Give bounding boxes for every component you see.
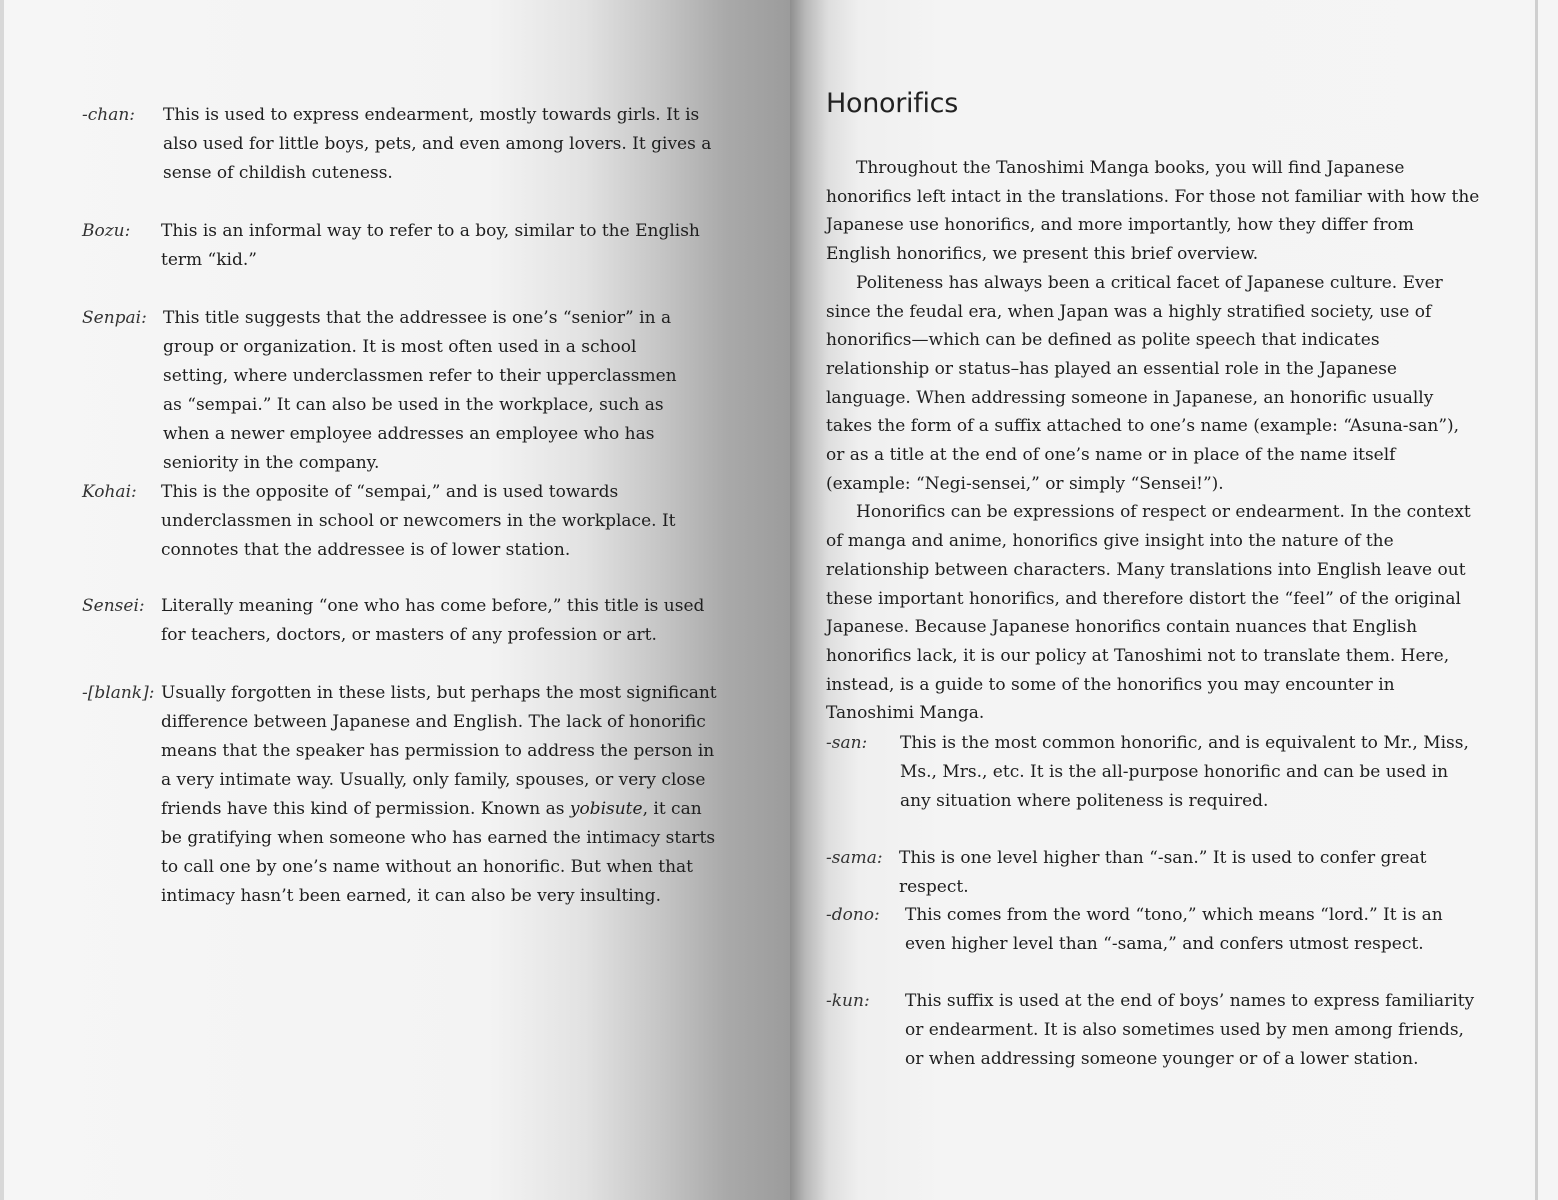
intro-paragraph: Politeness has always been a critical facet of Japanese culture. Ever since the feudal era, when Japan was a highly stratified society, use of honorifics—which can be defined as polite speech that indicates relationship or status–has played an essential role in the Japanese language. When addressing someone in Japanese, an honorific usually takes the form of a suffix attached to one’s name (example: “Asuna-san”), or as a title at the end of one’s name or in place of the name itself (example: “Negi-sensei,” or simply “Sensei!”).: [826, 272, 1460, 494]
entry-definition: [161, 679, 726, 911]
intro-paragraph: Honorifics can be expressions of respect or endearment. In the context of manga and anime, honorifics give insight into the nature of the relationship between characters. Many translations into English leave out these important honorifics, and therefore distort the “feel” of the original Japanese. Because Japanese honorifics contain nuances that English honorifics lack, it is our policy at Tanoshimi not to translate them. Here, instead, is a guide to some of the honorifics you may encounter in Tanoshimi Manga.: [826, 502, 1471, 724]
definition-text: Usually forgotten in these lists, but perhaps the most significant difference between Japanese and English. The lack of honorific means that the speaker has permission to address the person in a very intimate way. Usually, only family, spouses, or very close friends have this kind of permission. Known as: [161, 683, 717, 819]
page-title: Honorifics: [826, 88, 958, 119]
entry-definition: This is one level higher than “-san.” It is used to confer great respect.: [899, 848, 1427, 897]
definition-text: , it can be gratifying when someone who has earned the intimacy starts to call one by one’s name without an honorific. But when that intimacy hasn’t been earned, it can also be very insulting.: [161, 799, 716, 906]
entry-term: -chan:: [82, 105, 136, 125]
intro-text: [826, 154, 1481, 728]
entry-term: -[blank]:: [82, 683, 155, 703]
entry-definition: This is the opposite of “sempai,” and is used towards underclassmen in school or newcomers in the workplace. It connotes that the addressee is of lower station.: [161, 482, 676, 560]
entry-definition: This title suggests that the addressee is one’s “senior” in a group or organization. It is most often used in a school setting, where underclassmen refer to their upperclassmen as “sempai.” It can also be used in the workplace, such as when a newer employee addresses an employee who has seniority in the company.: [163, 308, 677, 473]
entry-definition: This comes from the word “tono,” which means “lord.” It is an even higher level than “-sama,” and confers utmost respect.: [905, 905, 1443, 954]
intro-paragraph: Throughout the Tanoshimi Manga books, you will find Japanese honorifics left intact in the translations. For those not familiar with how the Japanese use honorifics, and more importantly, how they differ from English honorifics, we present this brief overview.: [826, 158, 1480, 265]
right-page: [790, 0, 1558, 1200]
entry-term: Sensei:: [82, 596, 145, 616]
page-edge-line: [1535, 0, 1538, 1200]
entry-definition: This is used to express endearment, mostly towards girls. It is also used for little boys, pets, and even among lovers. It gives a sense of childish cuteness.: [163, 105, 712, 183]
entry-term: -dono:: [826, 905, 880, 925]
entry-term: Bozu:: [82, 221, 131, 241]
entry-definition: This is the most common honorific, and is equivalent to Mr., Miss, Ms., Mrs., etc. It is the all-purpose honorific and can be used in any situation where politeness is required.: [900, 733, 1469, 811]
entry-term: -kun:: [826, 991, 870, 1011]
entry-term: -san:: [826, 733, 868, 753]
definition-emphasis: yobisute: [569, 799, 643, 819]
page-edge-shadow: [0, 0, 4, 1200]
entry-term: Senpai:: [82, 308, 147, 328]
entry-definition: This suffix is used at the end of boys’ names to express familiarity or endearment. It is also sometimes used by men among friends, or when addressing someone younger or of a lower station.: [905, 991, 1475, 1069]
entry-definition: Literally meaning “one who has come before,” this title is used for teachers, doctors, or masters of any profession or art.: [161, 596, 705, 645]
entry-term: -sama:: [826, 848, 883, 868]
entry-definition: This is an informal way to refer to a boy, similar to the English term “kid.”: [161, 221, 700, 270]
entry-term: Kohai:: [82, 482, 137, 502]
